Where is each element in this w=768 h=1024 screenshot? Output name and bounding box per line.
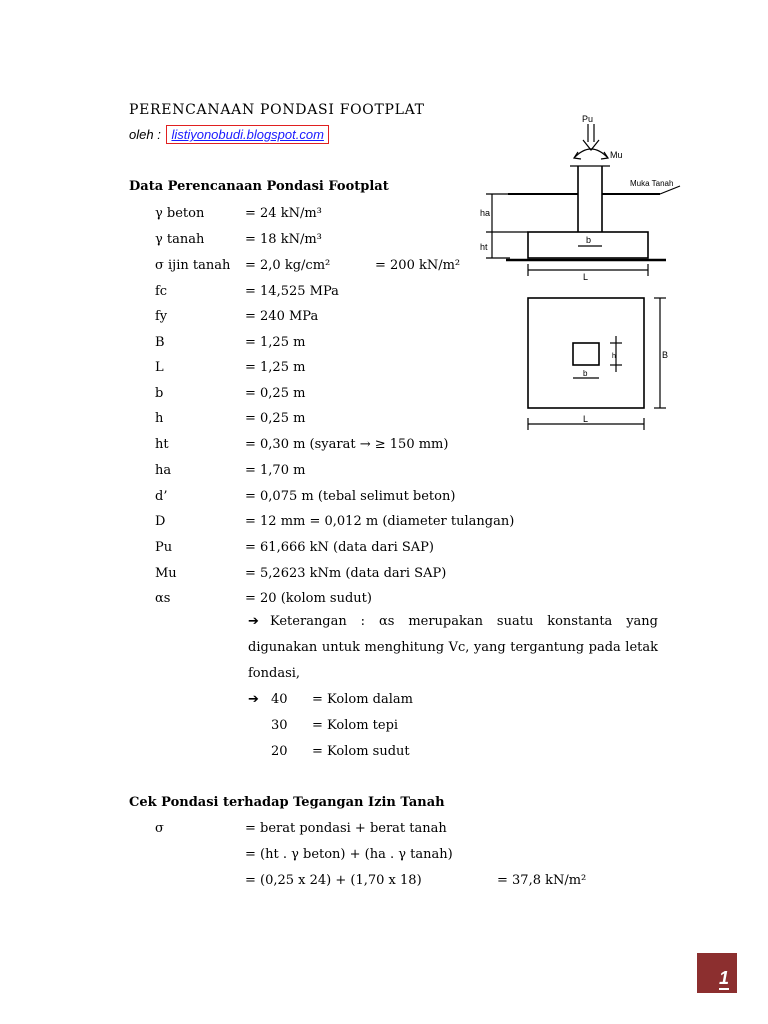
arrow-icon: ➔ [248, 692, 259, 707]
page-number: 1 [718, 968, 729, 988]
b-label: b [586, 235, 592, 245]
pu-label: Pu [582, 114, 594, 124]
b-plan-label: b [583, 369, 588, 378]
h-label: h [612, 353, 616, 360]
author-prefix: oleh : [129, 127, 161, 142]
L-label: L [583, 272, 589, 282]
author-line [129, 127, 329, 142]
ht-label: ht [480, 242, 488, 252]
kolom-row: ➔ 40 = Kolom dalam [248, 692, 413, 707]
mu-label: Mu [610, 150, 623, 160]
note-paragraph: Keterangan : αs merupakan suatu konstanta yang digunakan untuk menghitung Vc, yang tergantung pada letak fondasi, [248, 614, 658, 681]
muka-tanah-label: Muka Tanah [630, 179, 674, 188]
section-heading-data: Data Perencanaan Pondasi Footplat [129, 179, 389, 194]
document-title: PERENCANAAN PONDASI FOOTPLAT [129, 102, 425, 118]
section-heading-check: Cek Pondasi terhadap Tegangan Izin Tanah [129, 795, 445, 810]
page-number-badge [697, 953, 737, 993]
ha-label: ha [480, 208, 491, 218]
B-label: B [662, 350, 669, 360]
footplat-diagram [470, 110, 710, 440]
arrow-icon: ➔ [248, 614, 259, 629]
author-link[interactable]: listiyonobudi.blogspot.com [166, 125, 328, 144]
L-plan-label: L [583, 414, 589, 424]
